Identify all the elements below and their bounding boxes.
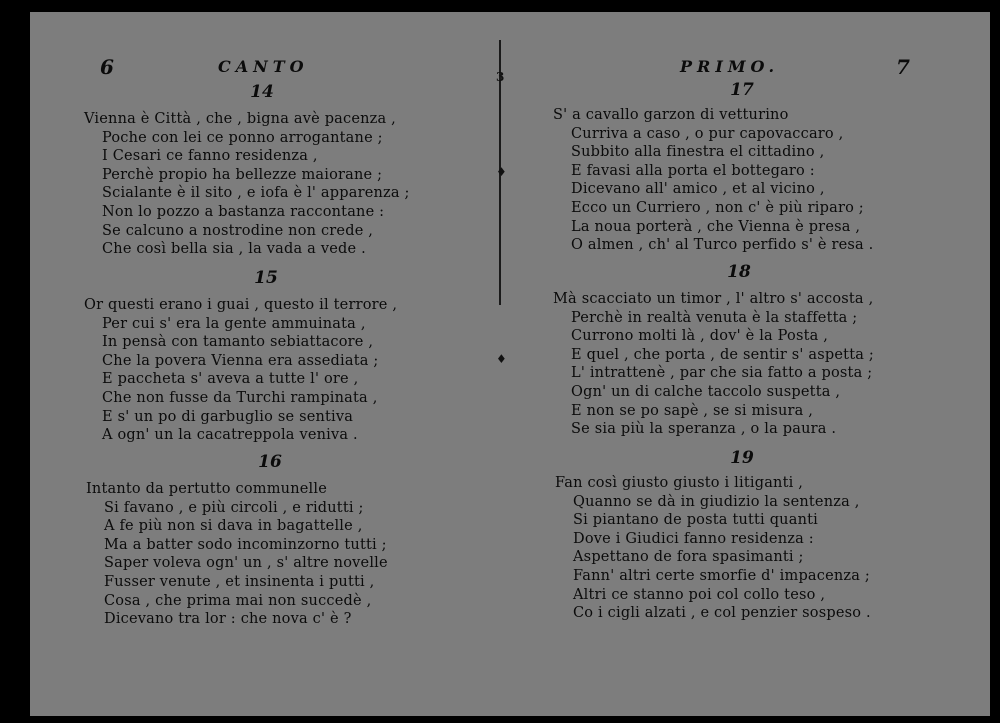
stanza-number: 14 (250, 82, 274, 102)
verse-line: E s' un po di garbuglio se sentiva (102, 408, 354, 425)
verse-line: Or questi erano i guai , questo il terrore , (84, 297, 398, 313)
gutter-mark: 3 (496, 70, 505, 84)
verse-line: Che così bella sia , la vada a vede . (102, 241, 366, 258)
verse-line: Altri ce stanno poi col collo teso , (573, 586, 826, 603)
running-head-right: PRIMO. (680, 57, 780, 76)
verse-line: Non lo pozzo a bastanza raccontane : (102, 203, 385, 220)
verse-line: Curriva a caso , o pur capovaccaro , (571, 125, 844, 142)
verse-line: Perchè propio ha bellezze maiorane ; (102, 166, 383, 183)
verse-line: Perchè in realtà venuta è la staffetta ; (571, 309, 858, 326)
verse-line: La noua porterà , che Vienna è presa , (571, 218, 861, 235)
verse-line: E paccheta s' aveva a tutte l' ore , (102, 371, 359, 388)
verse-line: Intanto da pertutto communelle (86, 481, 327, 497)
verse-line: A ogn' un la cacatreppola veniva . (102, 427, 358, 444)
verse-line: E favasi alla porta el bottegaro : (571, 162, 815, 179)
verse-line: Ecco un Curriero , non c' è più riparo ; (571, 199, 864, 216)
verse-line: Dicevano tra lor : che nova c' è ? (104, 611, 352, 628)
verse-line: Aspettano de fora spasimanti ; (573, 549, 804, 566)
verse-line: Scialante è il sito , e iofa è l' apparenza ; (102, 185, 410, 202)
verse-line: Cosa , che prima mai non succedè , (104, 592, 372, 609)
stanza-18 (553, 290, 874, 439)
verse-line: Che la povera Vienna era assediata ; (102, 352, 379, 369)
verse-line: Si favano , e più circoli , e ridutti ; (104, 499, 364, 516)
verse-line: Co i cigli alzati , e col penzier sospeso . (573, 605, 871, 622)
verse-line: S' a cavallo garzon di vetturino (553, 107, 789, 123)
verse-line: Se sia più la speranza , o la paura . (571, 421, 837, 438)
stanza-17 (553, 106, 874, 255)
verse-line: Si piantano de posta tutti quanti (573, 512, 818, 529)
verse-line: Dicevano all' amico , et al vicino , (571, 181, 825, 198)
stanza-number: 15 (254, 268, 278, 288)
verse-line: Vienna è Città , che , bigna avè pacenza , (84, 111, 396, 127)
verse-line: A fe più non si dava in bagattelle , (104, 518, 363, 535)
stanza-19 (555, 474, 871, 623)
stanza-number: 19 (730, 448, 754, 468)
verse-line: Saper voleva ogn' un , s' altre novelle (104, 555, 388, 572)
verse-line: Mà scacciato un timor , l' altro s' accosta , (553, 291, 874, 307)
verse-line: Poche con lei ce ponno arrogantane ; (102, 129, 383, 146)
stanza-14 (84, 110, 410, 259)
verse-line: O almen , ch' al Turco perfido s' è resa . (571, 237, 874, 254)
verse-line: Currono molti là , dov' è la Posta , (571, 328, 829, 345)
running-head-left: CANTO (218, 57, 309, 76)
gutter-mark: ♦ (496, 352, 507, 366)
verse-line: Dove i Giudici fanno residenza : (573, 530, 814, 547)
verse-line: L' intrattenè , par che sia fatto a posta ; (571, 365, 873, 382)
verse-line: Fusser venute , et insinenta i putti , (104, 573, 375, 590)
stanza-number: 18 (727, 262, 751, 282)
verse-line: E non se po sapè , se si misura , (571, 402, 814, 419)
verse-line: Fann' altri certe smorfie d' impacenza ; (573, 567, 870, 584)
verse-line: Se calcuno a nostrodine non crede , (102, 222, 374, 239)
verse-line: Ogn' un di calche taccolo suspetta , (571, 383, 841, 400)
verse-line: Che non fusse da Turchi rampinata , (102, 389, 378, 406)
verse-line: Per cui s' era la gente ammuinata , (102, 315, 366, 332)
verse-line: Fan così giusto giusto i litiganti , (555, 475, 804, 491)
verse-line: E quel , che porta , de sentir s' aspetta ; (571, 346, 874, 363)
page-number-right: 7 (896, 55, 910, 79)
verse-line: I Cesari ce fanno residenza , (102, 148, 318, 165)
gutter-mark: ♦ (496, 165, 507, 179)
page-number-left: 6 (100, 55, 114, 79)
verse-line: Subbito alla finestra el cittadino , (571, 144, 825, 161)
verse-line: Quanno se dà in giudizio la sentenza , (573, 493, 860, 510)
stanza-16 (86, 480, 388, 629)
verse-line: In pensà con tamanto sebiattacore , (102, 334, 374, 351)
stanza-number: 17 (730, 80, 754, 100)
verse-line: Ma a batter sodo incominzorno tutti ; (104, 536, 387, 553)
stanza-number: 16 (258, 452, 282, 472)
stanza-15 (84, 296, 397, 445)
